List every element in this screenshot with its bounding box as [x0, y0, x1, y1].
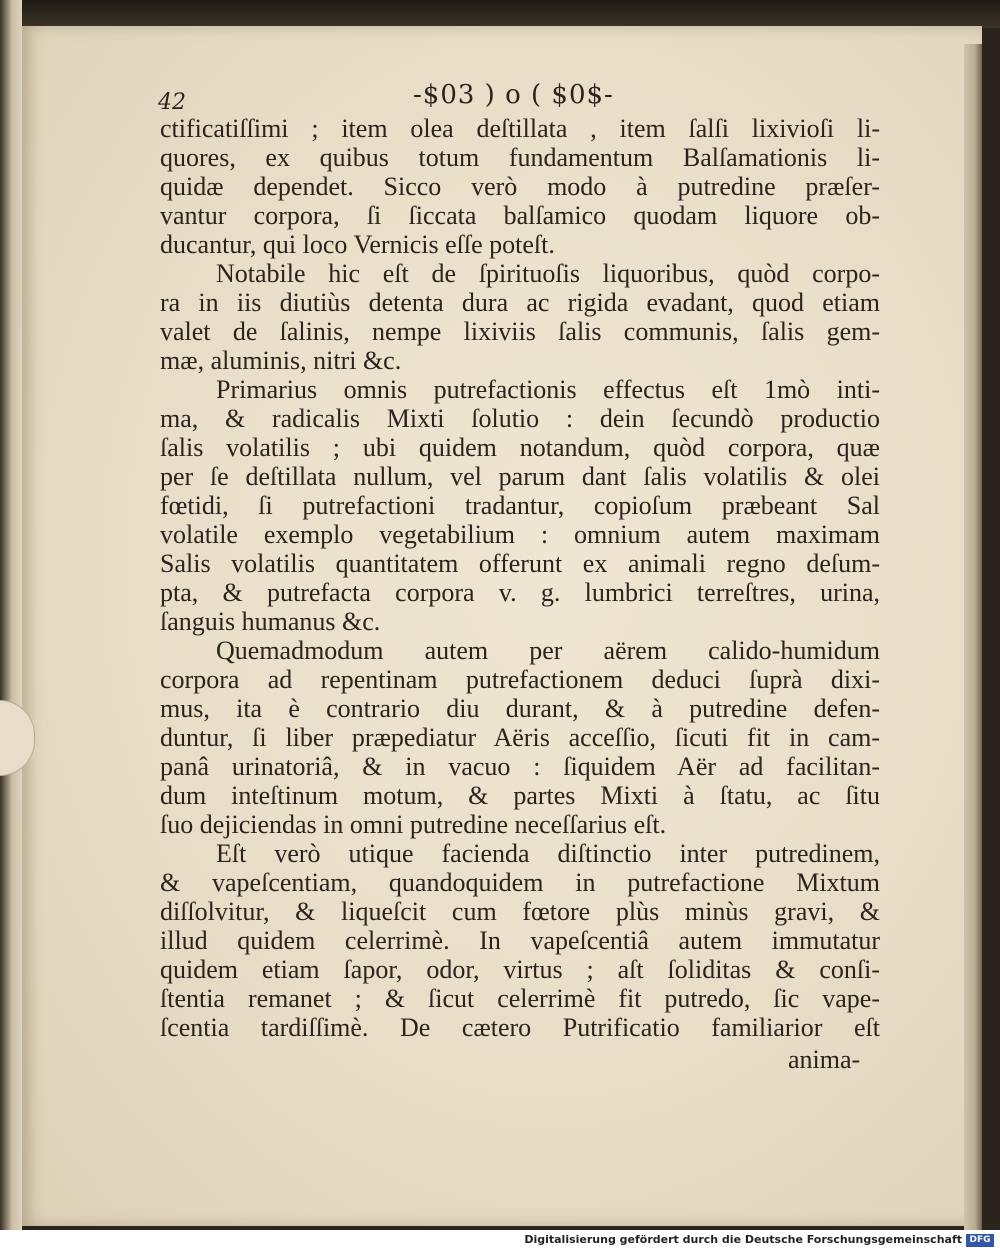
text-line: ſcentia tardiſſimè. De cætero Putrificatio familiarior eſt	[160, 1013, 880, 1042]
text-line: quidem etiam ſapor, odor, virtus ; aſt ſoliditas & conſi-	[160, 955, 880, 984]
text-line: illud quidem celerrimè. In vapeſcentiâ autem immutatur	[160, 926, 880, 955]
dfg-logo-icon: DFG	[966, 1234, 994, 1247]
text-line: volatile exemplo vegetabilium : omnium autem maximam	[160, 520, 880, 549]
text-line: ſtentia remanet ; & ſicut celerrimè fit putredo, ſic vape-	[160, 984, 880, 1013]
text-line: quores, ex quibus totum fundamentum Balſamationis li-	[160, 143, 880, 172]
text-line: per ſe deſtillata nullum, vel parum dant ſalis volatilis & olei	[160, 462, 880, 491]
text-line: Notabile hic eſt de ſpirituoſis liquoribus, quòd corpo-	[216, 259, 880, 288]
text-line: ſalis volatilis ; ubi quidem notandum, quòd corpora, quæ	[160, 433, 880, 462]
text-line: diſſolvitur, & liqueſcit cum fœtore plùs minùs gravi, &	[160, 897, 880, 926]
body-text	[160, 114, 880, 1042]
book-top-shadow	[0, 0, 1000, 28]
text-line: panâ urinatoriâ, & in vacuo : ſiquidem Aër ad facilitan-	[160, 752, 880, 781]
text-line: valet de ſalinis, nempe lixiviis ſalis communis, ſalis gem-	[160, 317, 880, 346]
funding-credit: Digitalisierung gefördert durch die Deutsche Forschungsgemeinschaft	[524, 1233, 962, 1246]
text-line: Primarius omnis putrefactionis effectus eſt 1mò inti-	[216, 375, 880, 404]
text-line: pta, & putrefacta corpora v. g. lumbrici terreſtres, urina,	[160, 578, 880, 607]
text-line: Salis volatilis quantitatem offerunt ex animali regno deſum-	[160, 549, 880, 578]
text-line: ducantur, qui loco Vernicis eſſe poteſt.	[160, 230, 555, 259]
text-line: dum inteſtinum motum, & partes Mixti à ſtatu, ac ſitu	[160, 781, 880, 810]
book-gutter	[0, 0, 22, 1252]
text-line: fœtidi, ſi putrefactioni tradantur, copioſum præbeant Sal	[160, 491, 880, 520]
text-line: ctificatiſſimi ; item olea deſtillata , item ſalſi lixivioſi li-	[160, 114, 880, 143]
catchword: anima-	[788, 1045, 861, 1074]
page-number: 42	[158, 90, 186, 115]
text-line: Quemadmodum autem per aërem calido-humidum	[216, 636, 880, 665]
text-line: mus, ita è contrario diu durant, & à putredine defen-	[160, 694, 880, 723]
text-line: & vapeſcentiam, quandoquidem in putrefactione Mixtum	[160, 868, 880, 897]
text-line: Eſt verò utique facienda diſtinctio inter putredinem,	[216, 839, 880, 868]
text-line: vantur corpora, ſi ſiccata balſamico quodam liquore ob-	[160, 201, 880, 230]
text-line: ſuo dejiciendas in omni putredine neceſſarius eſt.	[160, 810, 667, 839]
digitization-footer	[0, 1230, 1000, 1252]
text-line: corpora ad repentinam putrefactionem deduci ſuprà dixi-	[160, 665, 880, 694]
text-line: quidæ dependet. Sicco verò modo à putredine præſer-	[160, 172, 880, 201]
text-line: ra in iis diutiùs detenta dura ac rigida evadant, quod etiam	[160, 288, 880, 317]
text-line: ſanguis humanus &c.	[160, 607, 381, 636]
page-stack-edge	[964, 44, 982, 1252]
text-line: duntur, ſi liber præpediatur Aëris acceſſio, ſicuti fit in cam-	[160, 723, 880, 752]
text-line: ma, & radicalis Mixti ſolutio : dein ſecundò productio	[160, 404, 880, 433]
header-ornament: -$03 ) o ( $0$-	[413, 80, 614, 110]
text-line: mæ, aluminis, nitri &c.	[160, 346, 402, 375]
